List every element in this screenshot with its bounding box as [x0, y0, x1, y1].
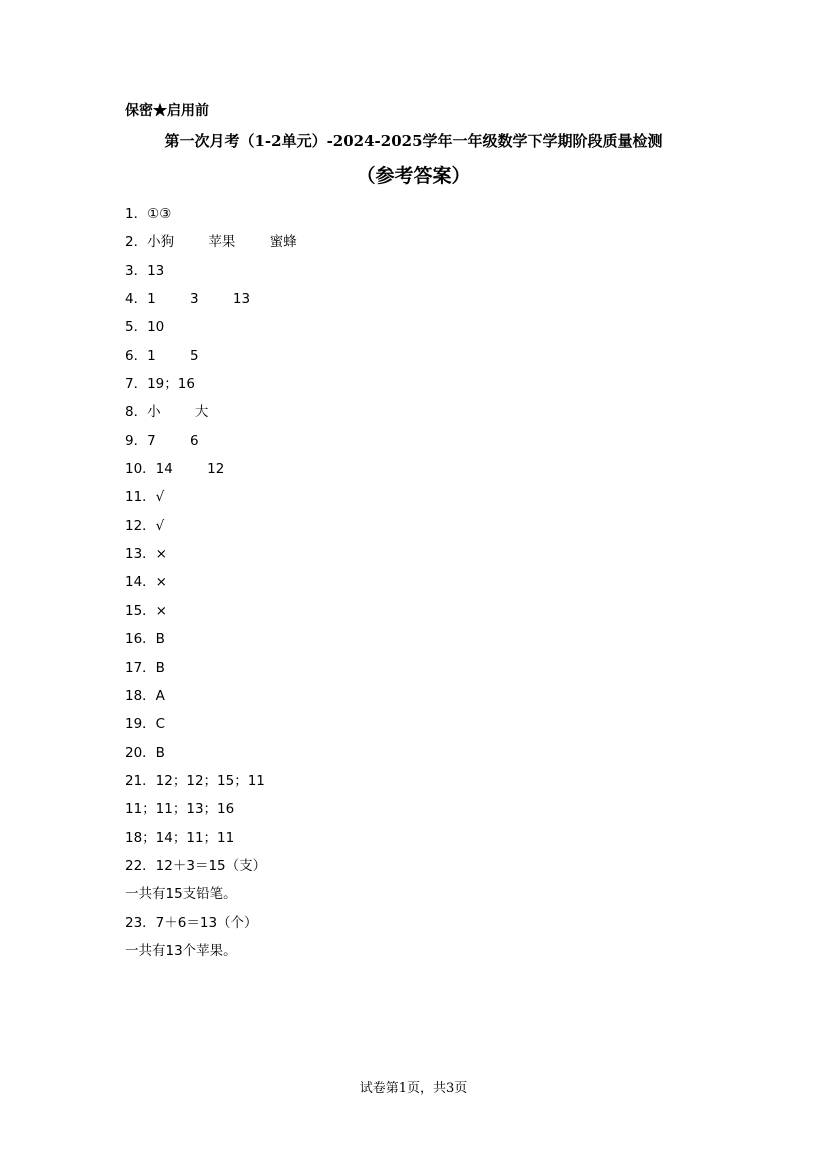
- answer-line: 23．7＋6＝13（个）: [125, 914, 258, 931]
- answer-line: 17．B: [125, 659, 165, 676]
- answer-line: 20．B: [125, 744, 165, 761]
- answer-key-subtitle: （参考答案）: [356, 165, 471, 187]
- answer-line: 18．A: [125, 687, 165, 704]
- answer-line: 6．1 5: [125, 347, 199, 364]
- answer-line: 4．1 3 13: [125, 291, 251, 308]
- answer-line: 13．×: [125, 546, 167, 563]
- answer-line: 18；14；11；11: [125, 829, 235, 846]
- answer-line: 一共有15支铅笔。: [125, 886, 237, 903]
- answer-line: 15．×: [125, 602, 167, 619]
- answer-line: 8．小 大: [125, 404, 209, 421]
- answer-line: 11；11；13；16: [125, 801, 235, 818]
- answer-line: 12．√: [125, 517, 165, 534]
- answer-line: 11．√: [125, 489, 165, 506]
- answer-line: 7．19；16: [125, 376, 195, 393]
- answer-line: 19．C: [125, 716, 166, 733]
- answer-line: 21．12；12；15；11: [125, 772, 265, 789]
- answer-line: 2．小狗 苹果 蜜蜂: [125, 234, 297, 251]
- answer-line: 10．14 12: [125, 461, 225, 478]
- answer-line: 16．B: [125, 631, 165, 648]
- confidential-label: 保密★启用前: [125, 103, 209, 119]
- answer-line: 5．10: [125, 319, 165, 336]
- answer-line: 14．×: [125, 574, 167, 591]
- answer-line: 22．12＋3＝15（支）: [125, 857, 267, 874]
- answer-line: 3．13: [125, 262, 165, 279]
- exam-title: 第一次月考（1-2单元）-2024-2025学年一年级数学下学期阶段质量检测: [164, 132, 663, 150]
- answer-line: 1．①③: [125, 206, 172, 222]
- answer-line: 一共有13个苹果。: [125, 942, 237, 959]
- answer-list: [125, 200, 297, 965]
- answer-line: 9．7 6: [125, 432, 199, 449]
- page-footer: 试卷第1页，共3页: [359, 1081, 468, 1096]
